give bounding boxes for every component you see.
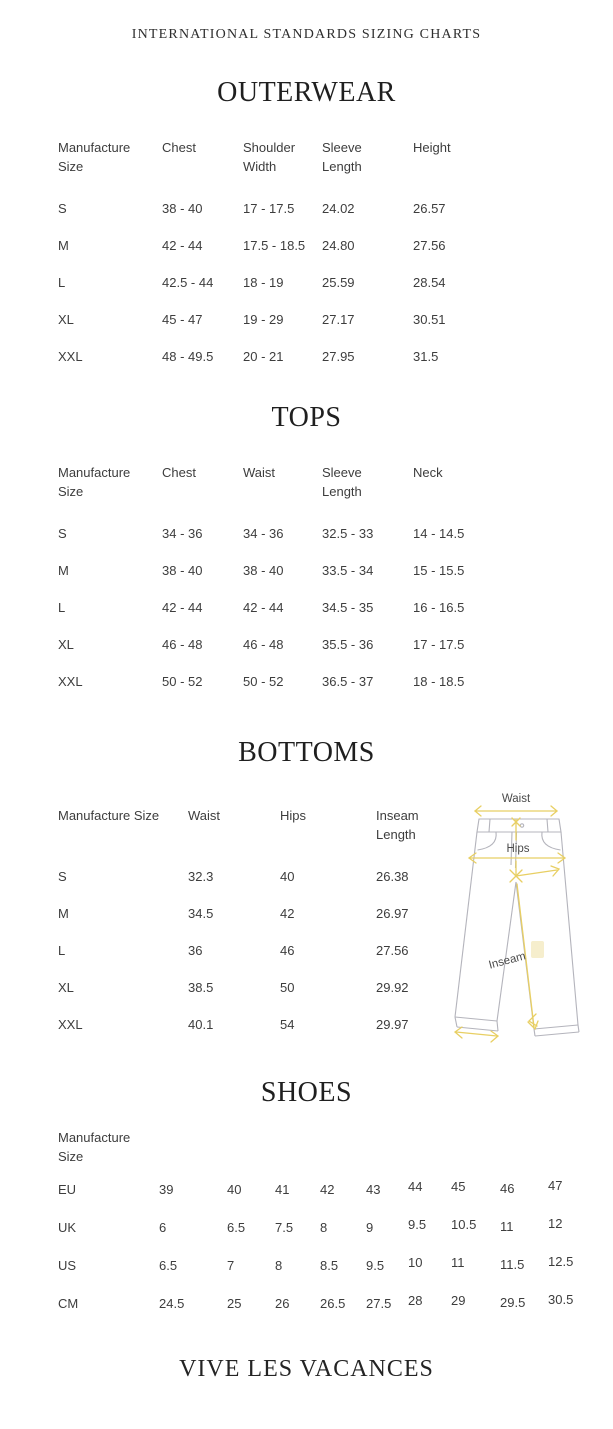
row-label: M <box>58 563 69 578</box>
column-header: Manufacture Size <box>58 465 131 499</box>
cell: 16 - 16.5 <box>413 600 465 615</box>
column-header: Sleeve Length <box>322 465 362 499</box>
cell: 27.17 <box>322 312 355 327</box>
table-row <box>58 1246 613 1284</box>
row-label: XL <box>58 312 74 327</box>
cell: 34.5 <box>188 906 214 921</box>
cell: 46 - 48 <box>243 637 284 652</box>
table-row <box>58 1208 613 1246</box>
row-label: CM <box>58 1295 79 1311</box>
patch-shape <box>531 941 544 958</box>
cell: 9 <box>366 1219 374 1235</box>
row-label: S <box>58 201 67 216</box>
cell: 50 - 52 <box>162 674 203 689</box>
cell: 9.5 <box>366 1257 385 1273</box>
cell: 34 - 36 <box>243 526 284 541</box>
cell: 29.5 <box>500 1294 526 1310</box>
page-title: INTERNATIONAL STANDARDS SIZING CHARTS <box>131 27 482 42</box>
cell: 25.59 <box>322 275 355 290</box>
cell: 19 - 29 <box>243 312 284 327</box>
cell: 10.5 <box>451 1216 477 1232</box>
cell: 26.57 <box>413 201 446 216</box>
column-header: Neck <box>413 465 443 480</box>
cell: 45 <box>451 1178 466 1194</box>
cell: 31.5 <box>413 349 439 364</box>
row-label: M <box>58 906 69 921</box>
cell: 32.5 - 33 <box>322 526 374 541</box>
cell: 27.56 <box>376 943 409 958</box>
cell: 54 <box>280 1017 295 1032</box>
column-header: Manufacture Size <box>58 1130 131 1164</box>
cell: 39 <box>159 1181 174 1197</box>
table-row <box>58 515 613 552</box>
cell: 42 <box>320 1181 335 1197</box>
row-label: M <box>58 238 69 253</box>
cell: 7 <box>227 1257 235 1273</box>
cell: 43 <box>366 1181 381 1197</box>
cell: 48 - 49.5 <box>162 349 214 364</box>
table-header-row <box>58 1128 613 1166</box>
cell: 9.5 <box>408 1216 427 1232</box>
cell: 24.02 <box>322 201 355 216</box>
cell: 18 - 18.5 <box>413 674 465 689</box>
row-label: UK <box>58 1219 77 1235</box>
column-header: Height <box>413 140 451 155</box>
cell: 6.5 <box>227 1219 246 1235</box>
cell: 27.56 <box>413 238 446 253</box>
table-row <box>58 301 613 338</box>
cell: 40.1 <box>188 1017 214 1032</box>
cell: 50 <box>280 980 295 995</box>
cell: 30.5 <box>548 1291 574 1307</box>
table-row <box>58 589 613 626</box>
hips-label: Hips <box>506 843 530 855</box>
cell: 8 <box>320 1219 328 1235</box>
column-header: Sleeve Length <box>322 140 362 174</box>
cell: 32.3 <box>188 869 214 884</box>
cell: 26.97 <box>376 906 409 921</box>
cell: 11.5 <box>500 1256 525 1272</box>
pants-measurement-diagram <box>450 785 582 1047</box>
shoes-heading: SHOES <box>260 1077 353 1108</box>
cell: 6 <box>159 1219 167 1235</box>
cell: 38 - 40 <box>162 201 203 216</box>
cell: 46 <box>280 943 295 958</box>
table-row <box>58 626 613 663</box>
tops-heading: TOPS <box>271 402 342 433</box>
cell: 27.5 <box>366 1295 392 1311</box>
cell: 17 - 17.5 <box>413 637 465 652</box>
cell: 10 <box>408 1254 423 1270</box>
cell: 11 <box>500 1218 514 1234</box>
cell: 42 <box>280 906 295 921</box>
section-shoes <box>0 1078 613 1322</box>
cell: 29 <box>451 1292 466 1308</box>
cell: 41 <box>275 1181 290 1197</box>
table-row <box>58 190 613 227</box>
waist-label: Waist <box>501 793 531 805</box>
table-row <box>58 227 613 264</box>
cell: 29.92 <box>376 980 409 995</box>
row-label: XL <box>58 637 74 652</box>
cell: 18 - 19 <box>243 275 284 290</box>
cell: 26.38 <box>376 869 409 884</box>
outerwear-table <box>58 138 613 375</box>
row-label: L <box>58 275 66 290</box>
column-header: Chest <box>162 140 196 155</box>
cell: 35.5 - 36 <box>322 637 374 652</box>
section-bottoms <box>0 738 613 1043</box>
bottoms-heading: BOTTOMS <box>238 737 375 768</box>
table-header-row <box>58 138 613 176</box>
column-header: Waist <box>243 465 276 480</box>
row-label: XXL <box>58 349 83 364</box>
table-row <box>58 552 613 589</box>
cell: 46 <box>500 1180 515 1196</box>
table-header-row <box>58 463 613 501</box>
row-label: XXL <box>58 674 83 689</box>
cell: 36 <box>188 943 203 958</box>
cell: 38.5 <box>188 980 214 995</box>
cell: 12 <box>548 1215 563 1231</box>
cell: 47 <box>548 1177 563 1193</box>
tops-table <box>58 463 613 700</box>
cell: 12.5 <box>548 1253 574 1269</box>
outerwear-heading: OUTERWEAR <box>217 77 396 108</box>
cell: 7.5 <box>275 1219 294 1235</box>
cell: 11 <box>451 1254 465 1270</box>
inseam-label: Inseam <box>487 950 528 972</box>
table-row <box>58 1284 613 1322</box>
cell: 44 <box>408 1178 423 1194</box>
footer-slogan: VIVE LES VACANCES <box>179 1356 434 1382</box>
cell: 34 - 36 <box>162 526 203 541</box>
column-header: Chest <box>162 465 196 480</box>
cell: 15 - 15.5 <box>413 563 465 578</box>
table-row <box>58 338 613 375</box>
cell: 17.5 - 18.5 <box>243 238 306 253</box>
cell: 42 - 44 <box>162 238 203 253</box>
table-row <box>58 264 613 301</box>
cell: 46 - 48 <box>162 637 203 652</box>
cell: 6.5 <box>159 1257 178 1273</box>
cell: 17 - 17.5 <box>243 201 295 216</box>
column-header: Inseam Length <box>376 808 419 842</box>
table-row <box>58 663 613 700</box>
row-label: US <box>58 1257 77 1273</box>
row-label: XL <box>58 980 74 995</box>
cell: 29.97 <box>376 1017 409 1032</box>
cell: 26 <box>275 1295 290 1311</box>
cell: 40 <box>280 869 295 884</box>
row-label: L <box>58 600 66 615</box>
section-outerwear <box>0 78 613 375</box>
cell: 38 - 40 <box>243 563 284 578</box>
cell: 30.51 <box>413 312 446 327</box>
cell: 33.5 - 34 <box>322 563 374 578</box>
row-label: L <box>58 943 66 958</box>
shoes-table <box>58 1128 613 1322</box>
row-label: S <box>58 869 67 884</box>
cell: 25 <box>227 1295 242 1311</box>
cell: 26.5 <box>320 1295 346 1311</box>
cell: 28.54 <box>413 275 446 290</box>
row-label: S <box>58 526 67 541</box>
cell: 27.95 <box>322 349 355 364</box>
cell: 34.5 - 35 <box>322 600 374 615</box>
cell: 42.5 - 44 <box>162 275 214 290</box>
column-header: Manufacture Size <box>58 808 160 823</box>
table-row <box>58 1170 613 1208</box>
cell: 20 - 21 <box>243 349 284 364</box>
column-header: Shoulder Width <box>243 140 296 174</box>
cell: 50 - 52 <box>243 674 284 689</box>
cell: 24.80 <box>322 238 355 253</box>
cell: 8.5 <box>320 1257 339 1273</box>
column-header: Hips <box>280 808 307 823</box>
column-header: Waist <box>188 808 221 823</box>
cell: 42 - 44 <box>162 600 203 615</box>
cell: 42 - 44 <box>243 600 284 615</box>
cell: 38 - 40 <box>162 563 203 578</box>
cell: 14 - 14.5 <box>413 526 465 541</box>
cell: 28 <box>408 1292 423 1308</box>
column-header: Manufacture Size <box>58 140 131 174</box>
cell: 8 <box>275 1257 283 1273</box>
cell: 24.5 <box>159 1295 185 1311</box>
cell: 36.5 - 37 <box>322 674 374 689</box>
row-label: EU <box>58 1181 77 1197</box>
row-label: XXL <box>58 1017 83 1032</box>
pants-diagram-svg <box>450 785 582 1047</box>
cell: 45 - 47 <box>162 312 203 327</box>
section-tops <box>0 403 613 700</box>
cell: 40 <box>227 1181 242 1197</box>
